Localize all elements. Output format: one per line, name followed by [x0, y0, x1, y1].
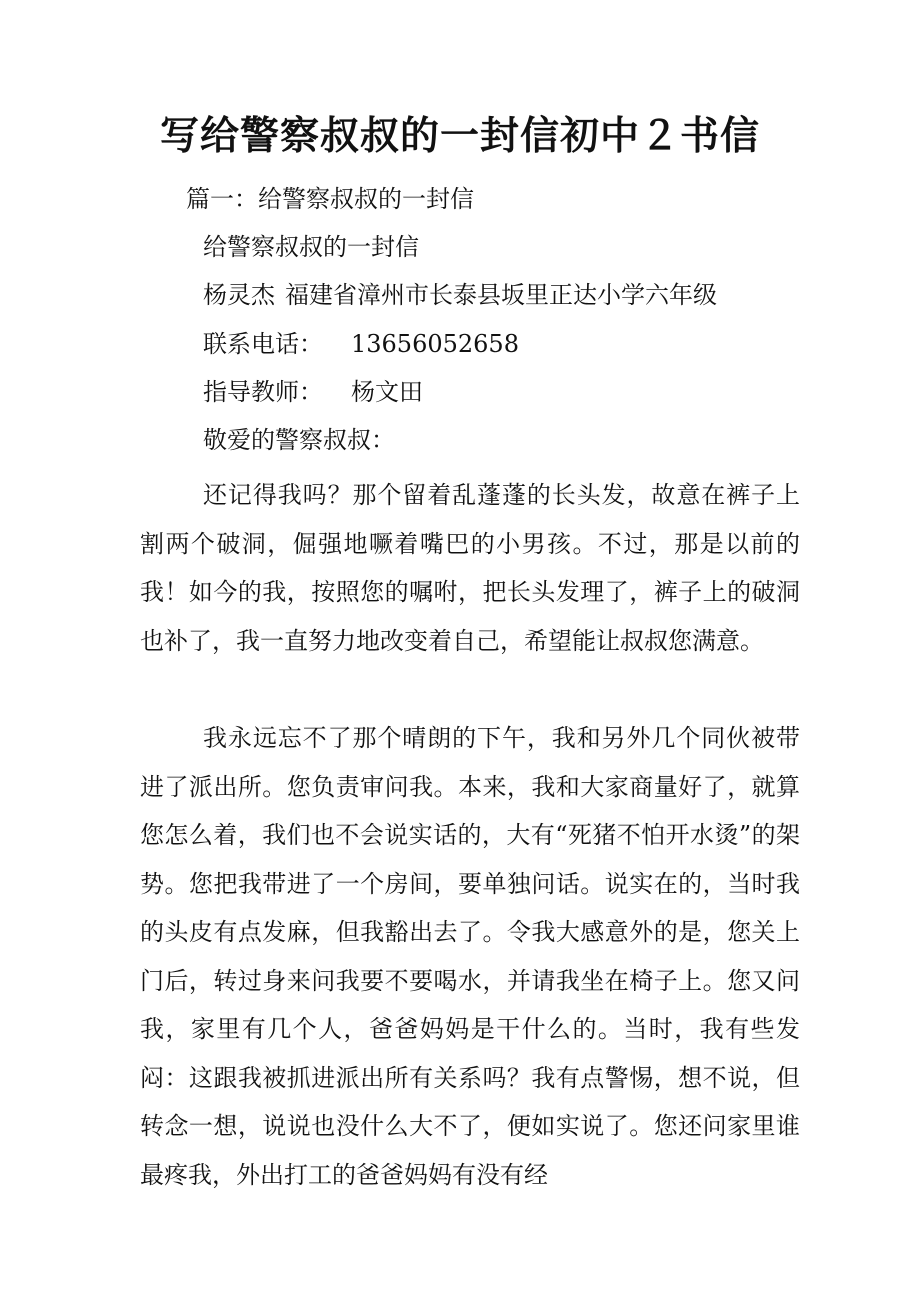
phone-line: [203, 327, 519, 361]
author-line: [203, 278, 717, 312]
teacher-value: 杨文田: [351, 378, 423, 406]
phone-label: 联系电话：: [203, 330, 323, 358]
letter-title: 给警察叔叔的一封信: [203, 233, 419, 261]
author-school: 福建省漳州市长泰县坂里正达小学六年级: [285, 281, 717, 309]
teacher-label: 指导教师：: [203, 378, 323, 406]
document-title: 写给警察叔叔的一封信初中２书信: [159, 113, 760, 159]
letter-greeting: 敬爱的警察叔叔：: [203, 426, 395, 454]
section-heading: 篇一：给警察叔叔的一封信: [186, 185, 474, 213]
phone-value: 13656052658: [351, 330, 519, 358]
teacher-line: [203, 375, 423, 409]
body-paragraph-1: 还记得我吗？那个留着乱蓬蓬的长头发，故意在裤子上割两个破洞，倔强地噘着嘴巴的小男孩。不过，那是以前的我！如今的我，按照您的嘱咐，把长头发理了，裤子上的破洞也补了，我一直努力地改变着自己，希望能让叔叔您满意。: [140, 481, 800, 655]
author-name: 杨灵杰: [203, 281, 275, 309]
body-paragraph-2: 我永远忘不了那个晴朗的下午，我和另外几个同伙被带进了派出所。您负责审问我。本来，我和大家商量好了，就算您怎么着，我们也不会说实话的，大有“死猪不怕开水烫”的架势。您把我带进了一个房间，要单独问话。说实在的，当时我的头皮有点发麻，但我豁出去了。令我大感意外的是，您关上门后，转过身来问我要不要喝水，并请我坐在椅子上。您又问我，家里有几个人，爸爸妈妈是干什么的。当时，我有些发闷：这跟我被抓进派出所有关系吗？我有点警惕，想不说，但转念一想，说说也没什么大不了，便如实说了。您还问家里谁最疼我，外出打工的爸爸妈妈有没有经: [140, 724, 800, 1189]
